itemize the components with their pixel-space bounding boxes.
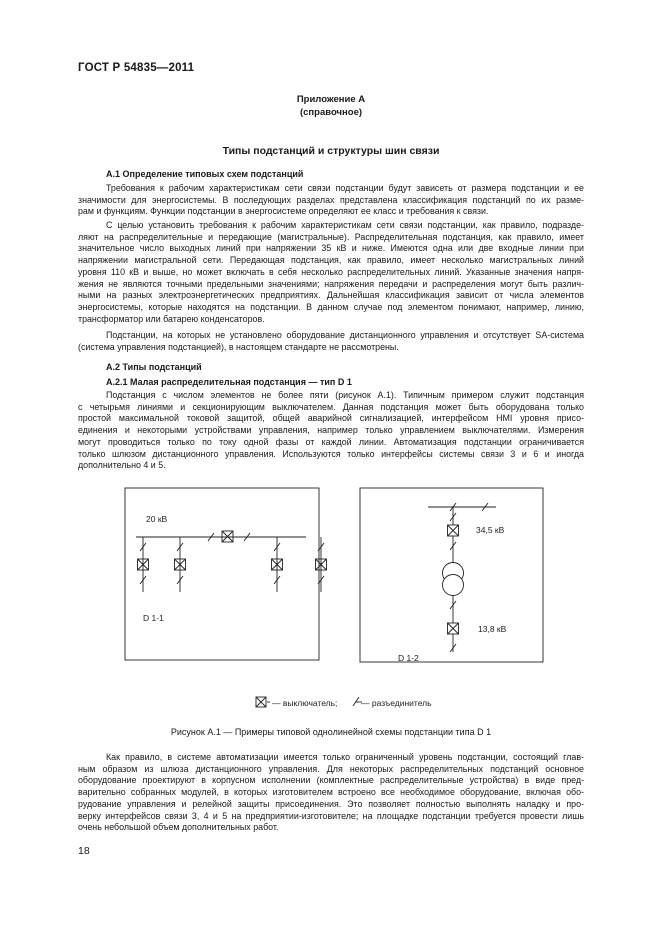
page-number: 18 — [78, 845, 90, 857]
breaker-sectional — [222, 531, 233, 542]
legend-breaker-text: — выключатель; — [272, 698, 338, 708]
legend-disconnector-text: — разъединитель — [361, 698, 432, 708]
a2-1-paragraph — [78, 390, 584, 472]
left-diagram-label: D 1-1 — [143, 613, 164, 623]
text-line: ным образом из шлюза дистанционного управления. Для некоторых распределительных подстанций основное — [78, 763, 584, 774]
text-line: единения и некоторыми устройствами управления, например только управлением выключателями. Измерения — [78, 425, 584, 436]
section-title: Типы подстанций и структуры шин связи — [222, 145, 440, 157]
legend-breaker-icon — [256, 697, 266, 707]
feeder-1 — [138, 537, 149, 592]
right-voltage-top-label: 34,5 кВ — [476, 525, 505, 535]
text-line: очень небольшой объем дополнительных работ. — [78, 822, 279, 833]
appendix-title: Приложение А — [296, 94, 366, 105]
text-line: оборудование проектируют в корпусном исполнении (комплектные распределительные устройства) в виде пред- — [78, 775, 584, 786]
text-line: Подстанции, на которых не установлено оборудование дистанционного управления и отсутствует SA-система — [106, 330, 584, 340]
text-line: ными на разных электроэнергетических предприятиях. Дальнейшая классификация зависит от числа элементов — [78, 290, 584, 301]
a2-heading: А.2 Типы подстанций — [106, 362, 202, 372]
text-line: простой максимальной токовой защитой, общей аварийной сигнализацией, интерфейсом HMI уровня присо- — [78, 413, 584, 424]
left-voltage-label: 20 кВ — [146, 514, 168, 524]
text-line: Подстанция с числом элементов не более пяти (рисунок А.1). Типичным примером служит подстанция — [106, 390, 584, 400]
a2-1-heading: А.2.1 Малая распределительная подстанция — тип D 1 — [106, 377, 352, 387]
a1-paragraph-3 — [78, 330, 584, 353]
text-line: дополнительно 4 и 5. — [78, 460, 166, 471]
paragraph-after-figure — [78, 752, 584, 834]
text-line: напряжении магистральной сети. Передающая подстанция, как правило, имеет несколько магистральных линий — [78, 255, 584, 266]
right-diagram-label: D 1-2 — [398, 653, 419, 663]
a1-paragraph-2 — [78, 220, 584, 325]
breaker-lv — [448, 623, 459, 634]
document-code: ГОСТ Р 54835—2011 — [78, 62, 195, 74]
text-line: верку интерфейсов связи 3, 4 и 5 на предприятии-изготовителе; на площадке подстанции требуется провести лишь — [78, 810, 584, 821]
text-line: Требования к рабочим характеристикам сети связи подстанции будут зависеть от размера подстанции и ее — [106, 183, 584, 193]
text-line: только шлюзом дистанционного управления. Используются только интерфейсы системы связи 3 и 6 и иногда — [78, 448, 584, 459]
text-line: значимости для энергосистемы. В последующих разделах представлена классификация подстанций по их разме- — [78, 194, 584, 205]
a1-heading: А.1 Определение типовых схем подстанций — [106, 169, 304, 179]
text-line: могут проводиться только по току одной фазы от каждой линии. Автоматизация подстанции ограничивается — [78, 436, 584, 447]
text-line: с четырьмя линиями и секционирующим выключателем. Данная подстанция может быть оборудована только — [78, 401, 584, 412]
text-line: варительно собранных модулей, в которых изготовителем встроено все необходимое оборудование, включая обо- — [78, 787, 584, 798]
transformer — [443, 563, 464, 596]
text-line: ляют на распределительные и передающие (магистральные). Распределительная подстанция, как правило, имеет — [78, 231, 584, 242]
right-voltage-bottom-label: 13,8 кВ — [478, 624, 507, 634]
breaker-hv — [448, 525, 459, 536]
text-line: уровня 110 кВ и выше, но может включать в себя несколько распределительных линий. Указанные значения напря- — [78, 266, 584, 277]
feeder-4 — [316, 537, 327, 592]
text-line: (система управления подстанцией), в настоящем стандарте не рассмотрены. — [78, 341, 399, 352]
appendix-type: (справочное) — [299, 107, 363, 118]
a1-paragraph-1 — [78, 183, 584, 218]
feeder-2 — [175, 537, 186, 592]
text-line: С целью установить требования к рабочим характеристикам сети связи подстанции, как правило, подразде- — [106, 220, 584, 230]
text-line: жения не являются точными предельными значениями; напряжения передачи и распределения могут быть различ- — [78, 278, 584, 289]
feeder-3 — [272, 537, 283, 592]
text-line: рудование управления и релейной защиты присоединения. Это позволяет полностью выполнять наладку и про- — [78, 798, 584, 809]
figure-a1-diagram — [78, 480, 584, 720]
figure-caption: Рисунок А.1 — Примеры типовой однолинейной схемы подстанции типа D 1 — [170, 727, 492, 737]
text-line: трансформатор или батарею конденсаторов. — [78, 313, 265, 324]
text-line: Как правило, в системе автоматизации имеется только ограниченный уровень подстанции, состоящий глав- — [106, 752, 584, 762]
text-line: значительное число выходных линий при напряжении 35 кВ и ниже. Имеются одна или две входные линии при — [78, 243, 584, 254]
text-line: рам и функциям. Функции подстанции в энергосистеме определяют ее класс и требования к связи. — [78, 206, 489, 217]
text-line: энергосистемы, которые находятся на подстанции. В данном случае под элементом понимают, например, линию, — [78, 301, 584, 312]
